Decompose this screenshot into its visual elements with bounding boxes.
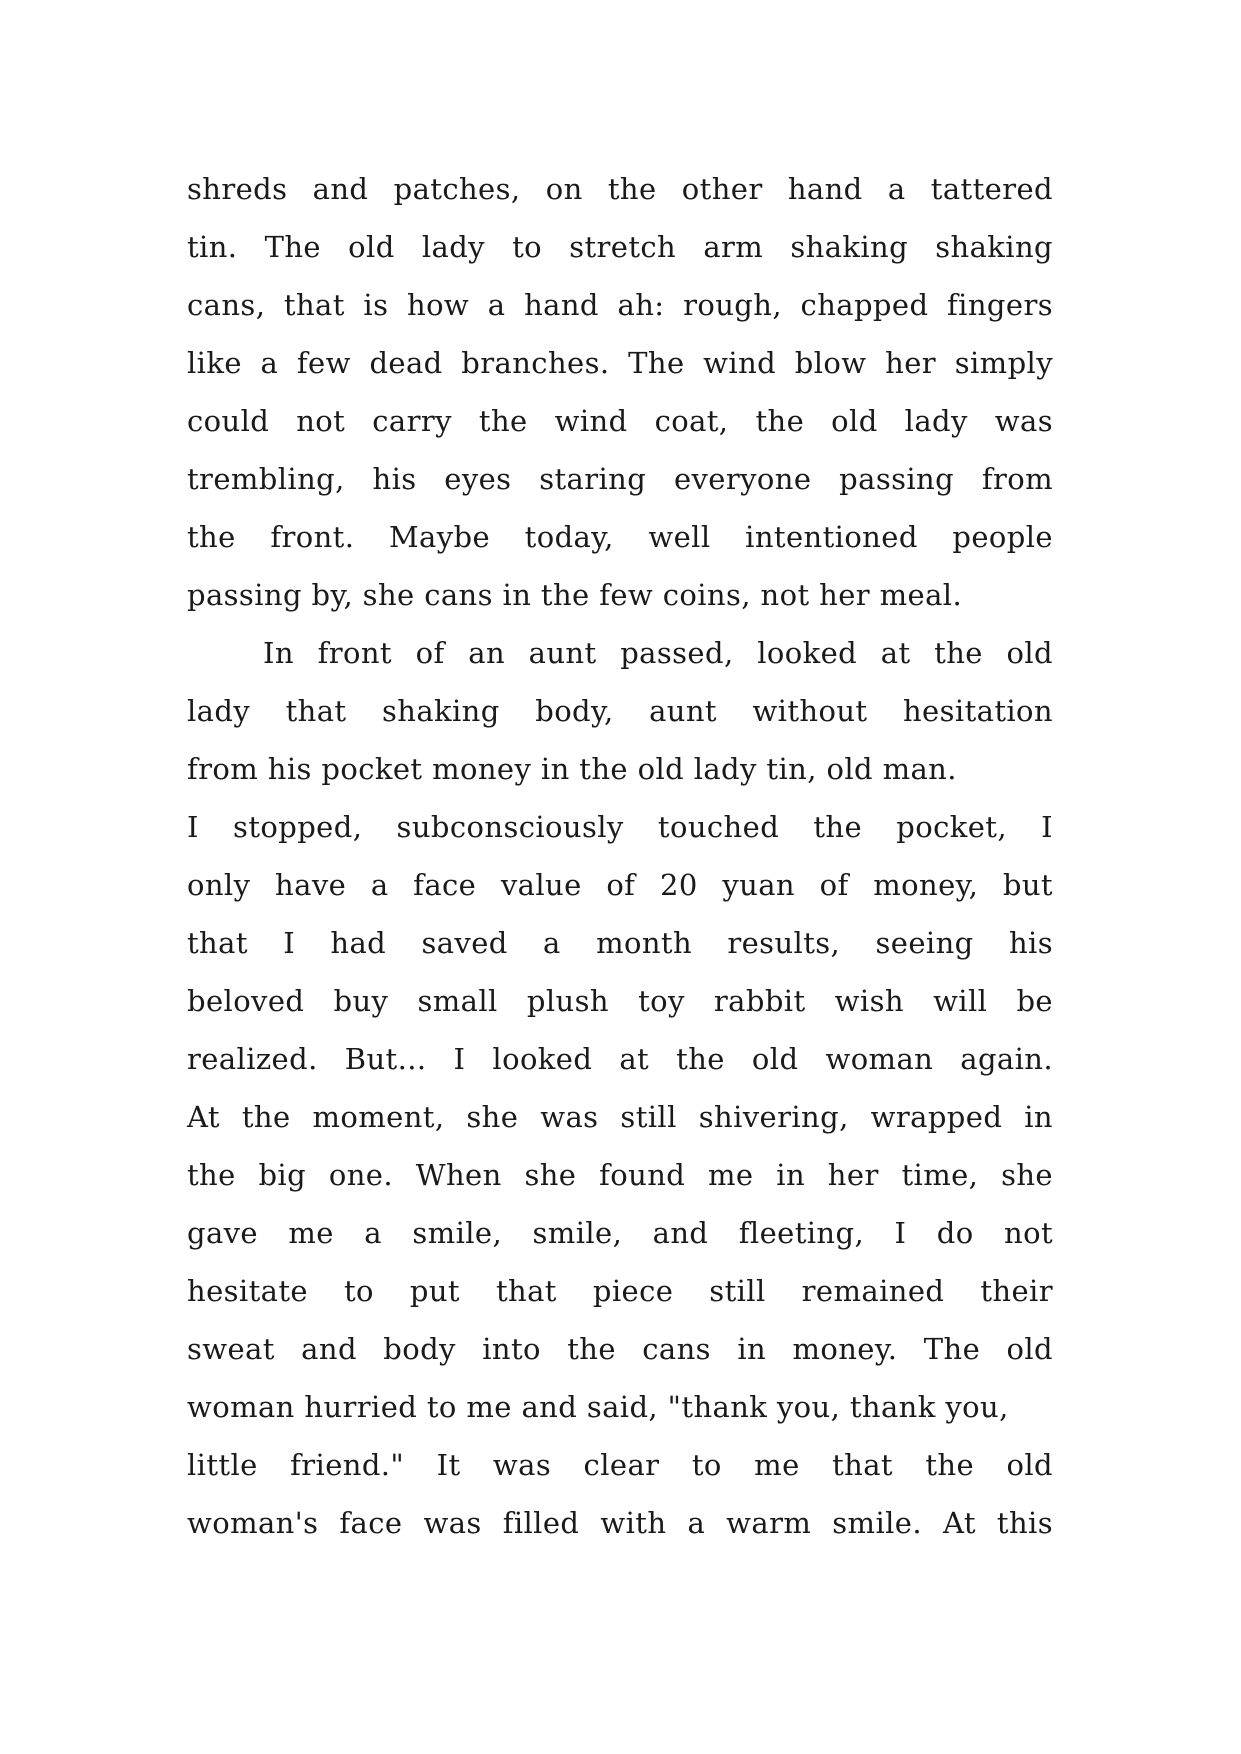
text-line: I stopped, subconsciously touched the pocket, I xyxy=(187,810,1053,844)
text-line: hesitate to put that piece still remained their xyxy=(187,1274,1053,1308)
text-line: realized. But... I looked at the old woman again. xyxy=(187,1042,1053,1076)
text-line: the front. Maybe today, well intentioned people xyxy=(187,520,1053,554)
paragraph-end-line: passing by, she cans in the few coins, not her meal. xyxy=(187,578,963,612)
text-line: could not carry the wind coat, the old lady was xyxy=(187,404,1053,438)
text-line: the big one. When she found me in her time, she xyxy=(187,1158,1053,1192)
text-line: gave me a smile, smile, and fleeting, I do not xyxy=(187,1216,1053,1250)
text-line: woman's face was filled with a warm smile. At this xyxy=(187,1506,1053,1540)
text-line: little friend." It was clear to me that the old xyxy=(187,1448,1053,1482)
text-line: from his pocket money in the old lady tin, old man. xyxy=(187,752,957,786)
text-line: like a few dead branches. The wind blow her simply xyxy=(187,346,1053,380)
text-line: that I had saved a month results, seeing his xyxy=(187,926,1053,960)
text-line: only have a face value of 20 yuan of money, but xyxy=(187,868,1053,902)
text-line: lady that shaking body, aunt without hesitation xyxy=(187,694,1053,728)
text-line: sweat and body into the cans in money. The old xyxy=(187,1332,1053,1366)
text-line: cans, that is how a hand ah: rough, chapped fingers xyxy=(187,288,1053,322)
text-line: At the moment, she was still shivering, wrapped in xyxy=(187,1100,1053,1134)
text-line: woman hurried to me and said, "thank you, thank you, xyxy=(187,1390,1009,1424)
body-text xyxy=(187,160,1053,1552)
text-line: shreds and patches, on the other hand a tattered xyxy=(187,172,1053,206)
text-line: beloved buy small plush toy rabbit wish will be xyxy=(187,984,1053,1018)
text-line: tin. The old lady to stretch arm shaking shaking xyxy=(187,230,1053,264)
paragraph-start-line: In front of an aunt passed, looked at the old xyxy=(263,636,1053,670)
text-line: trembling, his eyes staring everyone passing from xyxy=(187,462,1053,496)
